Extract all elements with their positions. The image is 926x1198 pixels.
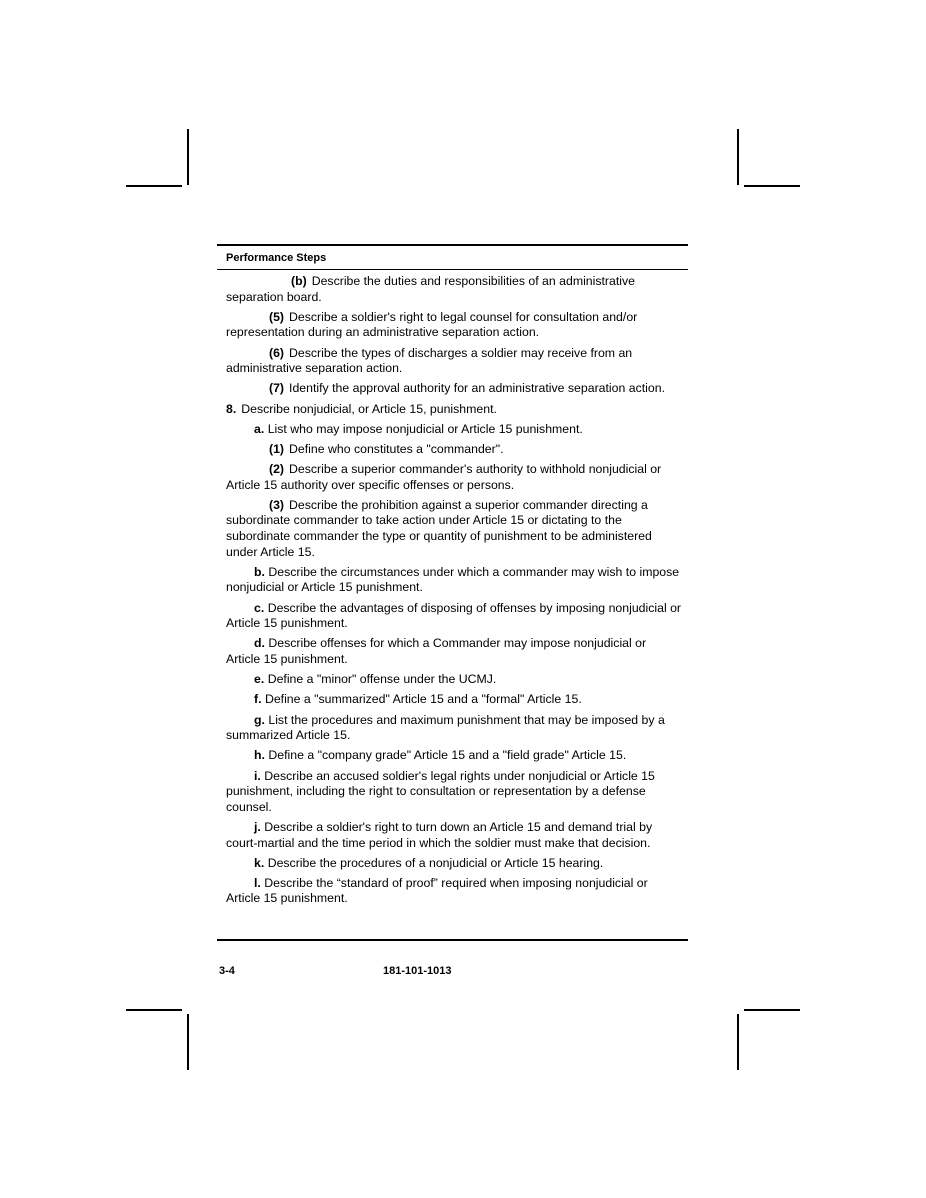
step-label: (5) (269, 309, 285, 324)
step-label: (7) (269, 381, 285, 396)
crop-mark-bottom-left-vertical (187, 1014, 189, 1070)
step-text: List the procedures and maximum punishment that may be imposed by a summarized Article 15. (226, 712, 665, 743)
step-text: Describe the prohibition against a superior commander directing a subordinate commander to take action under Article 15 or dictating to the subordinate commander the type or quantity of punishment to be administered under Article 15. (226, 497, 652, 559)
section-title: Performance Steps (226, 252, 327, 264)
step-label: g. (254, 712, 265, 727)
step-item (226, 692, 682, 708)
step-item (226, 769, 682, 816)
crop-mark-top-right-vertical (737, 129, 739, 185)
step-item (226, 636, 682, 667)
crop-mark-top-left-vertical (187, 129, 189, 185)
step-label: c. (254, 600, 265, 615)
step-item (226, 748, 682, 764)
step-text: Describe an accused soldier's legal rights under nonjudicial or Article 15 punishment, including the right to consultation or representation by a defense counsel. (226, 768, 655, 814)
step-text: Define who constitutes a "commander". (289, 441, 504, 456)
step-label: 8. (226, 401, 237, 416)
crop-mark-bottom-right-vertical (737, 1014, 739, 1070)
step-label: (3) (269, 497, 285, 512)
step-text: Describe the circumstances under which a commander may wish to impose nonjudicial or Article 15 punishment. (226, 564, 680, 595)
step-label: f. (254, 692, 262, 707)
step-label: b. (254, 564, 265, 579)
header-rule-thin (217, 269, 688, 270)
step-text: Describe a soldier's right to turn down an Article 15 and demand trial by court-martial and the time period in which the soldier must make that decision. (226, 819, 653, 850)
step-label: (1) (269, 441, 285, 456)
step-item (226, 856, 682, 872)
header-rule-thick (217, 244, 688, 246)
step-text: Describe the “standard of proof” required when imposing nonjudicial or Article 15 punishment. (226, 875, 648, 906)
step-item (226, 820, 682, 851)
step-item (226, 713, 682, 744)
crop-mark-bottom-right-horizontal (744, 1009, 800, 1011)
step-text: Define a "summarized" Article 15 and a "formal" Article 15. (264, 692, 582, 707)
step-text: Define a "minor" offense under the UCMJ. (267, 672, 497, 687)
step-item (226, 672, 682, 688)
step-label: (b) (291, 274, 307, 288)
step-text: Describe the duties and responsibilities of an administrative separation board. (226, 274, 636, 304)
step-label: h. (254, 748, 265, 763)
document-number: 181-101-1013 (383, 965, 452, 977)
step-item (226, 310, 682, 341)
step-text: Describe a soldier's right to legal counsel for consultation and/or representation during an administrative separation action. (226, 309, 638, 340)
step-text: Define a "company grade" Article 15 and a "field grade" Article 15. (268, 748, 627, 763)
step-label: j. (254, 819, 261, 834)
crop-mark-bottom-left-horizontal (126, 1009, 182, 1011)
step-label: a. (254, 421, 265, 436)
footer-rule (217, 939, 688, 941)
crop-mark-top-left-horizontal (126, 185, 182, 187)
step-item (226, 601, 682, 632)
step-item (226, 565, 682, 596)
step-item (226, 402, 682, 418)
step-text: Describe the procedures of a nonjudicial or Article 15 hearing. (267, 855, 604, 870)
step-text: Describe offenses for which a Commander may impose nonjudicial or Article 15 punishment. (226, 636, 647, 666)
step-label: l. (254, 875, 261, 890)
step-label: i. (254, 768, 261, 783)
step-text: Describe the types of discharges a soldier may receive from an administrative separation action. (226, 345, 633, 376)
step-item (226, 442, 682, 458)
step-label: (2) (269, 462, 285, 477)
step-item (226, 274, 682, 305)
step-item (226, 462, 682, 493)
step-item (226, 498, 682, 560)
step-label: k. (254, 855, 265, 870)
step-label: e. (254, 672, 265, 687)
step-text: List who may impose nonjudicial or Article 15 punishment. (267, 421, 583, 436)
step-label: d. (254, 636, 265, 651)
page-number: 3-4 (219, 965, 235, 977)
performance-steps-body (226, 274, 682, 912)
step-text: Describe nonjudicial, or Article 15, punishment. (241, 401, 497, 416)
step-text: Describe the advantages of disposing of offenses by imposing nonjudicial or Article 15 punishment. (226, 600, 682, 631)
step-label: (6) (269, 345, 285, 360)
crop-mark-top-right-horizontal (744, 185, 800, 187)
step-text: Describe a superior commander's authority to withhold nonjudicial or Article 15 authority over specific offenses or persons. (226, 462, 662, 492)
step-item (226, 422, 682, 438)
step-item (226, 876, 682, 907)
step-item (226, 346, 682, 377)
step-text: Identify the approval authority for an administrative separation action. (289, 381, 665, 396)
step-item (226, 381, 682, 397)
